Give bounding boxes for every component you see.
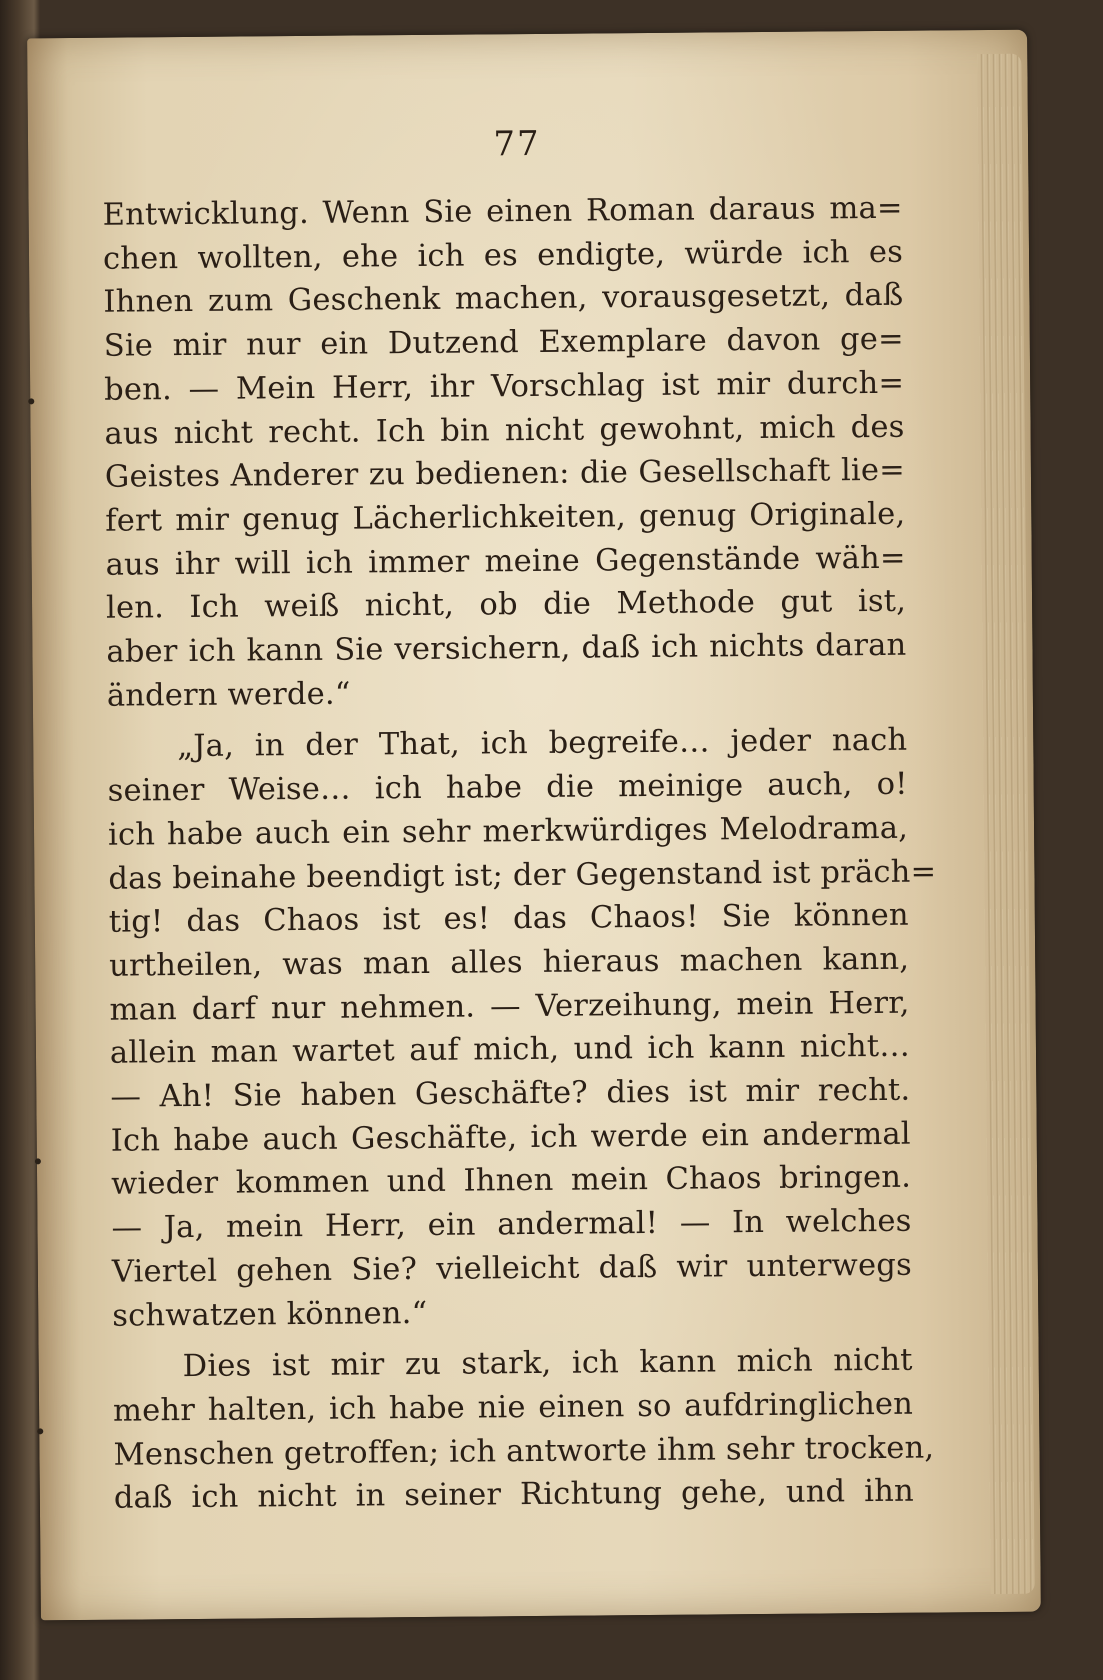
page-number: 77 bbox=[493, 123, 541, 165]
text-line: das beinahe beendigt ist; der Gegenstand ist präch= bbox=[108, 854, 937, 897]
text-line: fert mir genug Lächerlichkeiten, genug Originale, bbox=[105, 496, 906, 539]
text-line: — Ja, mein Herr, ein andermal! — In welches bbox=[111, 1203, 912, 1246]
page-edges bbox=[977, 54, 1034, 1594]
text-lines bbox=[102, 187, 937, 1521]
text-line: daß ich nicht in seiner Richtung gehe, und ihn bbox=[113, 1474, 914, 1517]
binding-hole bbox=[28, 398, 34, 404]
binding-hole bbox=[37, 1428, 43, 1434]
text-line: mehr halten, ich habe nie einen so aufdringlichen bbox=[112, 1386, 914, 1429]
text-line: schwatzen können.“ bbox=[112, 1295, 428, 1334]
text-line: Entwicklung. Wenn Sie einen Roman daraus ma= bbox=[102, 190, 903, 233]
text-line: Ich habe auch Geschäfte, ich werde ein andermal bbox=[110, 1116, 911, 1159]
text-line: Dies ist mir zu stark, ich kann mich nicht bbox=[182, 1342, 913, 1385]
book-page bbox=[27, 30, 1041, 1621]
binding-hole bbox=[35, 1158, 41, 1164]
text-line: Viertel gehen Sie? vielleicht daß wir unterwegs bbox=[111, 1247, 913, 1290]
text-line: „Ja, in der That, ich begreife… jeder nach bbox=[177, 723, 908, 765]
text-line: wieder kommen und Ihnen mein Chaos bringen. bbox=[110, 1160, 912, 1203]
text-line: ändern werde.“ bbox=[106, 676, 351, 714]
text-line: allein man wartet auf mich, und ich kann nicht… bbox=[109, 1029, 911, 1072]
text-line: tig! das Chaos ist es! das Chaos! Sie können bbox=[108, 897, 909, 940]
text-line: urtheilen, was man alles hieraus machen kann, bbox=[109, 941, 910, 984]
text-line: aus ihr will ich immer meine Gegenstände wäh= bbox=[105, 540, 906, 583]
text-line: Menschen getroffen; ich antworte ihm sehr trocken, bbox=[113, 1430, 935, 1473]
text-line: ich habe auch ein sehr merkwürdiges Melodrama, bbox=[107, 810, 909, 853]
text-line: — Ah! Sie haben Geschäfte? dies ist mir recht. bbox=[110, 1072, 911, 1115]
page-text bbox=[102, 91, 937, 1521]
text-line: man darf nur nehmen. — Verzeihung, mein Herr, bbox=[109, 985, 910, 1028]
text-line: aber ich kann Sie versichern, daß ich nichts daran bbox=[106, 627, 907, 670]
text-line: chen wollten, ehe ich es endigte, würde ich es bbox=[102, 234, 904, 277]
text-line: Geistes Anderer zu bedienen: die Gesellschaft lie= bbox=[104, 452, 906, 495]
text-line: len. Ich weiß nicht, ob die Methode gut ist, bbox=[105, 584, 907, 627]
text-line: ben. — Mein Herr, ihr Vorschlag ist mir durch= bbox=[104, 365, 905, 408]
text-line: Ihnen zum Geschenk machen, vorausgesetzt, daß bbox=[103, 278, 904, 321]
text-line: seiner Weise… ich habe die meinige auch, o! bbox=[107, 766, 908, 809]
text-line: aus nicht recht. Ich bin nicht gewohnt, mich des bbox=[104, 409, 905, 452]
text-line: Sie mir nur ein Dutzend Exemplare davon ge= bbox=[103, 321, 904, 364]
